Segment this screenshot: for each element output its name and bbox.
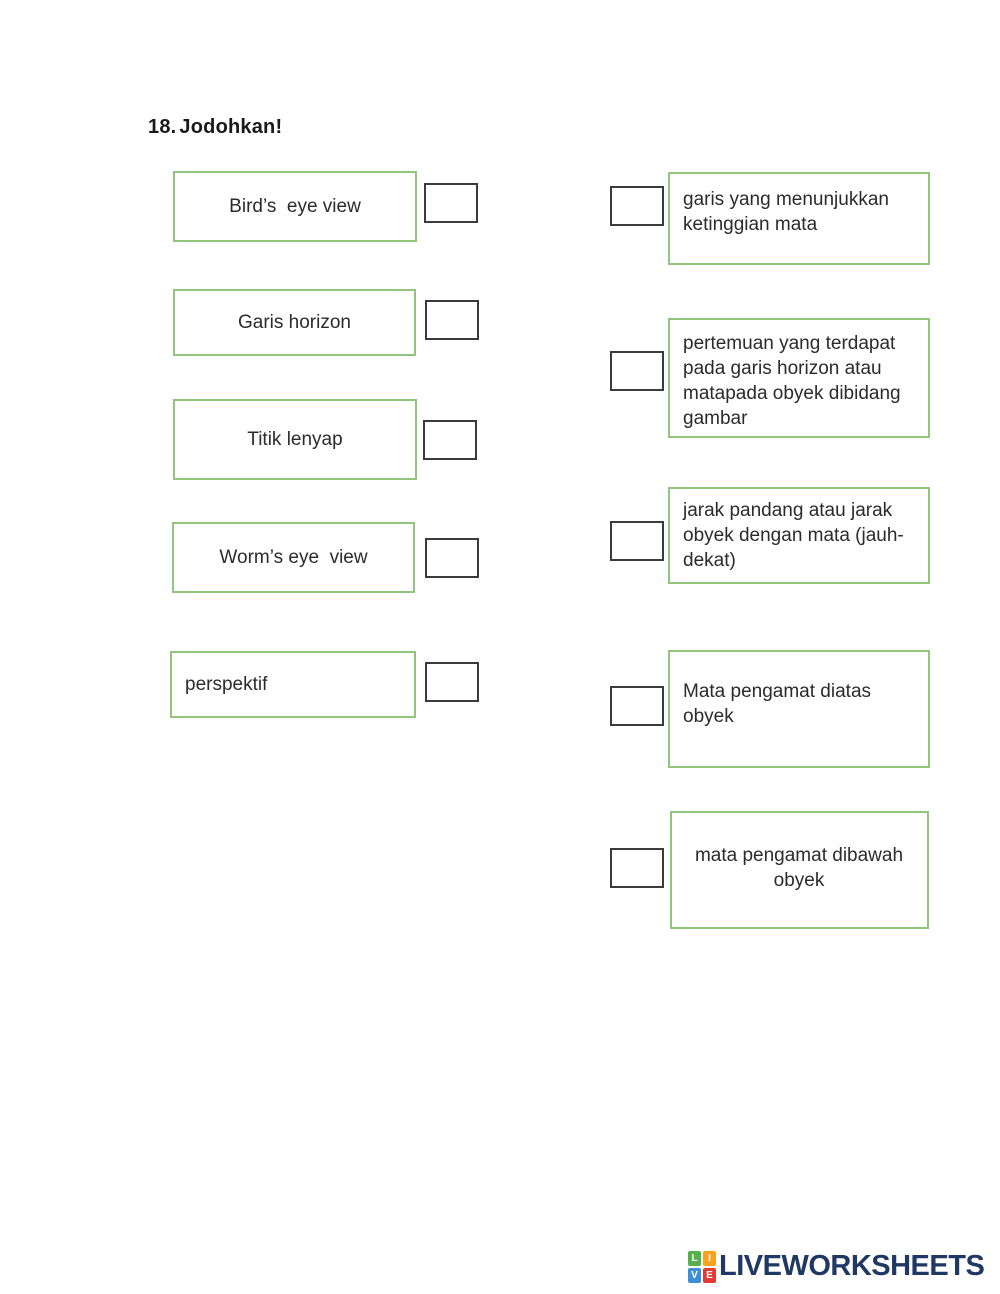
term-box-perspektif <box>170 651 416 718</box>
liveworksheets-icon <box>688 1251 716 1283</box>
answer-input-left-3[interactable] <box>423 420 477 460</box>
answer-input-left-2[interactable] <box>425 300 479 340</box>
term-label: Titik lenyap <box>247 428 343 450</box>
brand-text: LIVEWORKSHEETS <box>719 1250 985 1282</box>
definition-label: mata pengamat dibawah obyek <box>694 845 904 891</box>
definition-box-3 <box>668 487 930 584</box>
question-number: 18. <box>148 116 177 138</box>
logo-letter-i: I <box>703 1251 716 1266</box>
term-label: Worm’s eye view <box>219 546 368 568</box>
definition-label: Mata pengamat diatas obyek <box>683 681 872 727</box>
answer-input-right-5[interactable] <box>610 848 664 888</box>
definition-box-2 <box>668 318 930 438</box>
answer-input-right-2[interactable] <box>610 351 664 391</box>
definition-label: pertemuan yang terdapat pada garis horizon atau matapada obyek dibidang gambar <box>683 333 901 429</box>
answer-input-left-1[interactable] <box>424 183 478 223</box>
definition-label: jarak pandang atau jarak obyek dengan mata (jauh-dekat) <box>683 500 904 571</box>
answer-input-right-1[interactable] <box>610 186 664 226</box>
term-box-worms-eye-view <box>172 522 415 593</box>
logo-letter-l: L <box>688 1251 701 1266</box>
answer-input-right-4[interactable] <box>610 686 664 726</box>
question-title <box>148 116 282 139</box>
term-label: Bird’s eye view <box>229 195 361 217</box>
definition-box-1 <box>668 172 930 265</box>
question-label: Jodohkan! <box>179 116 283 138</box>
definition-label: garis yang menunjukkan ketinggian mata <box>683 189 889 235</box>
term-label: Garis horizon <box>238 311 351 333</box>
logo-letter-e: E <box>703 1268 716 1283</box>
term-label: perspektif <box>185 673 268 695</box>
definition-box-5 <box>670 811 929 929</box>
term-box-garis-horizon <box>173 289 416 356</box>
definition-box-4 <box>668 650 930 768</box>
logo-letter-v: V <box>688 1268 701 1283</box>
answer-input-left-4[interactable] <box>425 538 479 578</box>
answer-input-left-5[interactable] <box>425 662 479 702</box>
term-box-titik-lenyap <box>173 399 417 480</box>
term-box-birds-eye-view <box>173 171 417 242</box>
liveworksheets-logo[interactable] <box>688 1250 984 1283</box>
answer-input-right-3[interactable] <box>610 521 664 561</box>
